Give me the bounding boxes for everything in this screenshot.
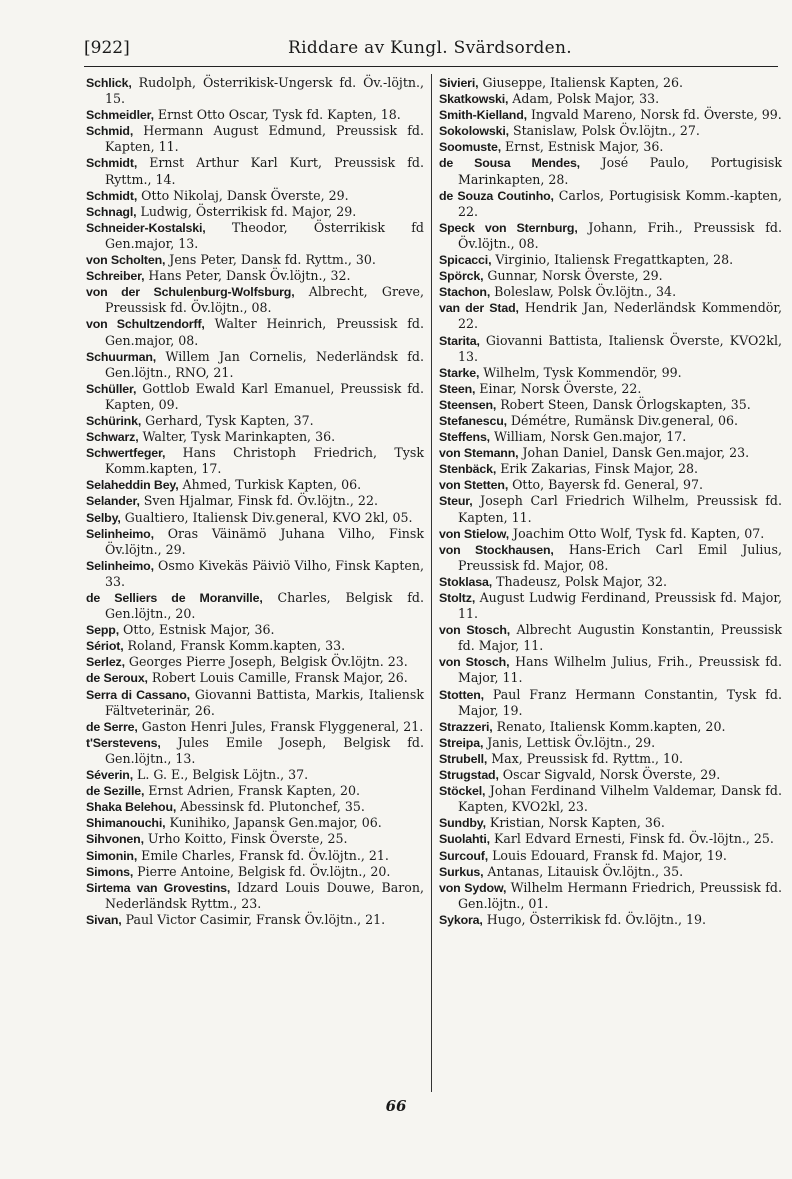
entry-details: Giovanni Battista, Italiensk Överste, KVO2kl, 13.	[458, 332, 782, 364]
entry-name: Schuurman,	[86, 349, 157, 364]
entry-details: Ernst Otto Oscar, Tysk fd. Kapten, 18.	[153, 107, 401, 123]
entry-details: Hendrik Jan, Nederländsk Kommendör, 22.	[458, 300, 782, 332]
entry-name: von Schultzendorff,	[86, 317, 205, 332]
entry-details: Janis, Lettisk Öv.löjtn., 29.	[483, 734, 656, 750]
index-entry	[439, 526, 782, 542]
entry-name: Sériot,	[86, 639, 124, 654]
entry-details: Pierre Antoine, Belgisk fd. Öv.löjtn., 20.	[133, 863, 391, 879]
entry-details: Hans Wilhelm Julius, Frih., Preussisk fd. Major, 11.	[458, 654, 782, 686]
entry-details: Otto, Estnisk Major, 36.	[119, 622, 275, 638]
entry-details: Einar, Norsk Överste, 22.	[475, 380, 642, 396]
index-entry	[86, 799, 424, 815]
entry-details: Otto, Bayersk fd. General, 97.	[508, 477, 703, 493]
index-entry	[439, 654, 782, 686]
entry-details: Erik Zakarias, Finsk Major, 28.	[496, 461, 699, 477]
index-entry	[86, 719, 424, 735]
entry-details: Albrecht, Greve, Preussisk fd. Öv.löjtn., 08.	[105, 284, 425, 316]
index-entry	[86, 413, 424, 429]
entry-details: Hermann August Edmund, Preussisk fd. Kapten, 11.	[105, 123, 424, 155]
index-entry	[439, 687, 782, 719]
entry-details: Jules Emile Joseph, Belgisk fd. Gen.löjtn., 13.	[105, 734, 424, 766]
entry-name: Stachon,	[439, 285, 491, 300]
entry-details: Renato, Italiensk Komm.kapten, 20.	[492, 718, 726, 734]
entry-name: von Stosch,	[439, 655, 510, 670]
entry-details: Stanislaw, Polsk Öv.löjtn., 27.	[508, 123, 700, 139]
index-entry	[86, 510, 424, 526]
index-entry	[439, 880, 782, 912]
entry-details: Paul Franz Hermann Constantin, Tysk fd. Major, 19.	[458, 686, 782, 718]
entry-name: Steur,	[439, 494, 473, 509]
index-entry	[86, 670, 424, 686]
index-entry	[439, 397, 782, 413]
entry-details: Otto Nikolaj, Dansk Överste, 29.	[137, 187, 349, 203]
entry-name: Simonin,	[86, 848, 138, 863]
entry-name: Serra di Cassano,	[86, 687, 190, 702]
index-entry	[439, 493, 782, 525]
entry-name: Selby,	[86, 510, 121, 525]
entry-details: Virginio, Italiensk Fregattkapten, 28.	[491, 252, 734, 268]
entry-name: de Selliers de Moranville,	[86, 591, 263, 605]
entry-name: Stöckel,	[439, 784, 486, 799]
header-rule	[84, 66, 778, 67]
index-entry	[439, 155, 782, 187]
entry-details: Charles, Belgisk fd. Gen.löjtn., 20.	[105, 590, 424, 622]
entry-details: Emile Charles, Fransk fd. Öv.löjtn., 21.	[137, 847, 389, 863]
entry-details: Joachim Otto Wolf, Tysk fd. Kapten, 07.	[509, 525, 765, 541]
entry-name: Shaka Belehou,	[86, 800, 177, 815]
entry-details: Adam, Polsk Major, 33.	[508, 91, 660, 107]
entry-details: Albrecht Augustin Konstantin, Preussisk fd. Major, 11.	[458, 622, 782, 654]
entry-name: Simons,	[86, 864, 134, 879]
index-entry	[86, 638, 424, 654]
index-entry	[86, 590, 424, 622]
entry-details: Hans-Erich Carl Emil Julius, Preussisk fd. Major, 08.	[458, 541, 782, 573]
entry-details: Johann, Frih., Preussisk fd. Öv.löjtn., 08.	[458, 219, 782, 251]
index-entry	[86, 848, 424, 864]
entry-details: Theodor, Österrikisk fd Gen.major, 13.	[105, 219, 424, 251]
entry-name: Schmid,	[86, 124, 134, 139]
index-entry	[439, 783, 782, 815]
index-entry	[86, 220, 424, 252]
entry-details: Gerhard, Tysk Kapten, 37.	[141, 412, 314, 428]
page-number: [922]	[84, 38, 130, 58]
entry-name: Selinheimo,	[86, 526, 154, 541]
entry-details: Gaston Henri Jules, Fransk Flyggeneral, 21.	[137, 718, 424, 734]
entry-details: Gualtiero, Italiensk Div.general, KVO 2kl, 05.	[120, 509, 413, 525]
index-entry	[86, 815, 424, 831]
entry-name: de Sezille,	[86, 784, 145, 799]
index-entry	[86, 445, 424, 477]
entry-name: Sundby,	[439, 816, 486, 831]
entry-name: Sepp,	[86, 623, 119, 638]
entry-details: Rudolph, Österrikisk-Ungersk fd. Öv.-löjtn., 15.	[105, 75, 424, 107]
index-entry	[439, 912, 782, 928]
entry-details: Hans Peter, Dansk Öv.löjtn., 32.	[144, 268, 351, 284]
entry-details: Oras Väinämö Juhana Vilho, Finsk Öv.löjtn., 29.	[105, 525, 424, 557]
index-entry	[86, 558, 424, 590]
entry-details: Ahmed, Turkisk Kapten, 06.	[178, 477, 362, 493]
entry-name: Stenbäck,	[439, 462, 497, 477]
entry-details: Giuseppe, Italiensk Kapten, 26.	[478, 75, 684, 90]
entry-name: Sivieri,	[439, 76, 479, 90]
entry-name: t'Serstevens,	[86, 735, 161, 750]
folio-number: 66	[385, 1097, 407, 1115]
entry-name: Schmidt,	[86, 188, 138, 203]
entry-details: Max, Preussisk fd. Ryttm., 10.	[487, 750, 684, 766]
entry-name: Séverin,	[86, 768, 134, 783]
entry-name: Starita,	[439, 333, 480, 348]
entry-name: Schmidt,	[86, 156, 138, 171]
index-entry	[86, 429, 424, 445]
index-entry	[439, 188, 782, 220]
index-entry	[439, 735, 782, 751]
entry-name: Sihvonen,	[86, 832, 144, 847]
index-entry	[86, 493, 424, 509]
entry-name: von Sydow,	[439, 880, 507, 895]
entry-name: Schneider-Kostalski,	[86, 220, 206, 235]
entry-details: Georges Pierre Joseph, Belgisk Öv.löjtn. 23.	[124, 654, 408, 670]
entry-name: Serlez,	[86, 655, 125, 670]
index-entry	[439, 139, 782, 155]
index-entry	[86, 735, 424, 767]
entry-details: Paul Victor Casimir, Fransk Öv.löjtn., 21.	[121, 911, 386, 927]
index-entry	[86, 268, 424, 284]
entry-name: Sykora,	[439, 912, 483, 927]
entry-name: Stoltz,	[439, 591, 476, 605]
index-entry	[86, 123, 424, 155]
entry-name: von Stetten,	[439, 478, 509, 493]
entry-details: Ingvald Mareno, Norsk fd. Överste, 99.	[526, 107, 782, 123]
entry-name: Schlick,	[86, 76, 132, 90]
index-entry	[86, 654, 424, 670]
entry-name: Schreiber,	[86, 269, 145, 284]
index-entry	[439, 815, 782, 831]
entry-details: Wilhelm Hermann Friedrich, Preussisk fd. Gen.löjtn., 01.	[458, 879, 782, 911]
entry-name: Schürink,	[86, 413, 142, 428]
entry-name: Steen,	[439, 381, 476, 396]
index-entry	[86, 912, 424, 928]
entry-details: Ludwig, Österrikisk fd. Major, 29.	[136, 203, 357, 219]
index-entry	[86, 75, 424, 107]
entry-name: Smith-Kielland,	[439, 108, 527, 123]
entry-name: Spörck,	[439, 269, 484, 284]
entry-details: Joseph Carl Friedrich Wilhelm, Preussisk fd. Kapten, 11.	[458, 493, 782, 525]
index-entry	[439, 413, 782, 429]
entry-name: von Stockhausen,	[439, 542, 554, 557]
entry-details: Sven Hjalmar, Finsk fd. Öv.löjtn., 22.	[139, 493, 378, 509]
entry-name: Schwertfeger,	[86, 446, 166, 461]
entry-details: Carlos, Portugisisk Komm.-kapten, 22.	[458, 187, 782, 219]
entry-details: Antanas, Litauisk Öv.löjtn., 35.	[483, 863, 684, 879]
entry-name: Schnagl,	[86, 204, 137, 219]
index-entry	[439, 107, 782, 123]
entry-name: Selaheddin Bey,	[86, 478, 179, 493]
left-column	[86, 75, 424, 928]
index-entry	[439, 542, 782, 574]
entry-details: Willem Jan Cornelis, Nederländsk fd. Gen.löjtn., RNO, 21.	[105, 348, 424, 380]
entry-details: Robert Steen, Dansk Örlogskapten, 35.	[496, 396, 751, 412]
entry-details: Gottlob Ewald Karl Emanuel, Preussisk fd. Kapten, 09.	[105, 380, 424, 412]
entry-name: Schüller,	[86, 381, 137, 396]
index-entry	[439, 831, 782, 847]
index-entry	[439, 590, 782, 622]
index-entry	[86, 477, 424, 493]
entry-details: Wilhelm, Tysk Kommendör, 99.	[479, 364, 682, 380]
entry-details: Ernst Adrien, Fransk Kapten, 20.	[144, 783, 361, 799]
index-entry	[86, 783, 424, 799]
index-entry	[439, 75, 782, 91]
index-entry	[439, 719, 782, 735]
entry-details: Ernst, Estnisk Major, 36.	[501, 139, 664, 155]
entry-name: Shimanouchi,	[86, 816, 166, 831]
entry-name: Steensen,	[439, 397, 497, 412]
entry-name: Sirtema van Grovestins,	[86, 880, 231, 895]
entry-name: de Sousa Mendes,	[439, 156, 580, 171]
entry-name: Sivan,	[86, 912, 122, 927]
index-entry	[86, 880, 424, 912]
entry-name: Skatkowski,	[439, 92, 509, 107]
entry-name: Sokolowski,	[439, 124, 509, 139]
entry-name: von der Schulenburg-Wolfsburg,	[86, 285, 295, 300]
index-entry	[86, 767, 424, 783]
entry-details: Jens Peter, Dansk fd. Ryttm., 30.	[165, 252, 376, 268]
entry-name: de Serre,	[86, 719, 138, 734]
right-column	[439, 75, 782, 928]
entry-details: Kristian, Norsk Kapten, 36.	[485, 815, 665, 831]
entry-name: Schwarz,	[86, 430, 139, 445]
index-entry	[439, 123, 782, 139]
index-entry	[439, 381, 782, 397]
entry-name: Strugstad,	[439, 768, 499, 783]
entry-details: Gunnar, Norsk Överste, 29.	[483, 268, 663, 284]
index-entry	[439, 461, 782, 477]
running-title: Riddare av Kungl. Svärdsorden.	[288, 38, 572, 58]
entry-details: Hans Christoph Friedrich, Tysk Komm.kapten, 17.	[105, 445, 424, 477]
entry-name: van der Stad,	[439, 301, 519, 316]
entry-details: Oscar Sigvald, Norsk Överste, 29.	[498, 767, 721, 783]
index-entry	[439, 333, 782, 365]
index-entry	[439, 252, 782, 268]
entry-name: Spicacci,	[439, 253, 492, 268]
index-entry	[439, 429, 782, 445]
index-entry	[86, 526, 424, 558]
entry-details: Johan Ferdinand Vilhelm Valdemar, Dansk fd. Kapten, KVO2kl, 23.	[458, 783, 782, 815]
entry-name: von Stielow,	[439, 526, 510, 541]
entry-details: Ernst Arthur Karl Kurt, Preussisk fd. Ryttm., 14.	[105, 155, 424, 187]
entry-name: von Stemann,	[439, 446, 519, 461]
index-entry	[439, 300, 782, 332]
entry-name: Speck von Sternburg,	[439, 220, 578, 235]
entry-details: Boleslaw, Polsk Öv.löjtn., 34.	[490, 284, 677, 300]
page-header	[84, 38, 776, 64]
entry-name: Strazzeri,	[439, 719, 493, 734]
entry-name: Streipa,	[439, 735, 484, 750]
column-divider	[431, 74, 432, 1092]
entry-name: von Scholten,	[86, 253, 166, 268]
index-entry	[86, 864, 424, 880]
index-entry	[439, 284, 782, 300]
entry-details: Walter, Tysk Marinkapten, 36.	[138, 429, 336, 445]
index-entry	[439, 91, 782, 107]
index-entry	[86, 831, 424, 847]
index-entry	[439, 751, 782, 767]
entry-details: Louis Edouard, Fransk fd. Major, 19.	[488, 847, 727, 863]
entry-name: Surkus,	[439, 864, 484, 879]
entry-details: Démétre, Rumänsk Div.general, 06.	[506, 412, 739, 428]
entry-name: Selander,	[86, 494, 140, 509]
entry-details: Giovanni Battista, Markis, Italiensk Fältveterinär, 26.	[105, 686, 424, 718]
entry-details: August Ludwig Ferdinand, Preussisk fd. Major, 11.	[458, 590, 782, 622]
entry-details: William, Norsk Gen.major, 17.	[489, 429, 687, 445]
entry-name: de Souza Coutinho,	[439, 188, 554, 203]
entry-details: Kunihiko, Japansk Gen.major, 06.	[165, 815, 382, 831]
index-entry	[439, 622, 782, 654]
entry-name: Soomuste,	[439, 140, 501, 155]
index-entry	[439, 268, 782, 284]
entry-name: Stotten,	[439, 687, 484, 702]
index-entry	[86, 204, 424, 220]
entry-name: Schmeidler,	[86, 108, 154, 123]
entry-name: Stoklasa,	[439, 574, 493, 589]
index-entry	[439, 477, 782, 493]
index-entry	[86, 622, 424, 638]
entry-name: Suolahti,	[439, 832, 490, 847]
index-entry	[86, 349, 424, 381]
entry-details: Abessinsk fd. Plutonchef, 35.	[176, 799, 365, 815]
entry-name: Surcouf,	[439, 848, 489, 863]
entry-name: Steffens,	[439, 430, 490, 445]
index-entry	[439, 848, 782, 864]
entry-details: Urho Koitto, Finsk Överste, 25.	[143, 831, 348, 847]
index-entry	[439, 445, 782, 461]
entry-name: Stefanescu,	[439, 413, 507, 428]
index-entry	[86, 316, 424, 348]
entry-details: Walter Heinrich, Preussisk fd. Gen.major, 08.	[105, 316, 424, 348]
index-entry	[86, 284, 424, 316]
entry-details: Hugo, Österrikisk fd. Öv.löjtn., 19.	[482, 911, 707, 927]
index-entry	[439, 864, 782, 880]
entry-name: Starke,	[439, 365, 480, 380]
index-entry	[439, 574, 782, 590]
index-entry	[86, 107, 424, 123]
index-entry	[86, 381, 424, 413]
entry-details: Karl Edvard Ernesti, Finsk fd. Öv.-löjtn., 25.	[489, 831, 774, 847]
entry-name: de Seroux,	[86, 671, 148, 686]
entry-name: von Stosch,	[439, 623, 511, 638]
entry-details: Osmo Kivekäs Päiviö Vilho, Finsk Kapten, 33.	[105, 557, 424, 589]
index-entry	[86, 687, 424, 719]
entry-details: Roland, Fransk Komm.kapten, 33.	[123, 638, 346, 654]
entry-name: Strubell,	[439, 751, 488, 766]
entry-details: L. G. E., Belgisk Löjtn., 37.	[133, 767, 309, 783]
entry-details: José Paulo, Portugisisk Marinkapten, 28.	[458, 155, 782, 187]
entry-details: Thadeusz, Polsk Major, 32.	[492, 573, 668, 589]
entry-details: Robert Louis Camille, Fransk Major, 26.	[147, 670, 408, 686]
index-entry	[439, 767, 782, 783]
entry-details: Idzard Louis Douwe, Baron, Nederländsk Ryttm., 23.	[105, 879, 424, 911]
index-entry	[86, 188, 424, 204]
index-entry	[86, 155, 424, 187]
index-entry	[439, 220, 782, 252]
entry-name: Selinheimo,	[86, 558, 154, 573]
index-entry	[439, 365, 782, 381]
index-entry	[86, 252, 424, 268]
entry-details: Johan Daniel, Dansk Gen.major, 23.	[518, 445, 750, 461]
